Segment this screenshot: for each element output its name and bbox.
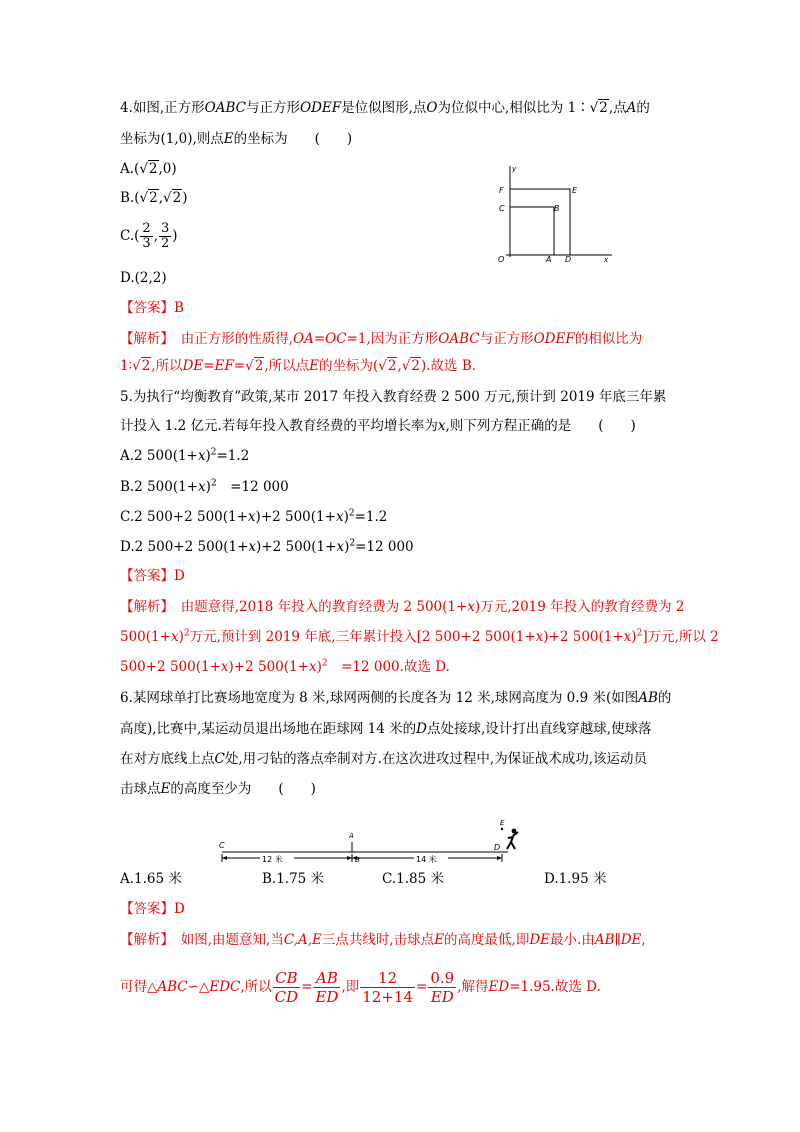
q4-analysis-line-2: 1∶√2,所以DE=EF=√2,所以点E的坐标为(√2,√2).故选 B.	[120, 358, 477, 374]
player-icon	[507, 829, 518, 849]
q4-stem-line-2	[120, 129, 352, 149]
q4-option-a: A.(√2,0)	[120, 161, 177, 177]
label-f: F	[499, 186, 504, 195]
math: E	[223, 131, 234, 147]
q4-stem-line-1	[120, 98, 650, 118]
arrow-right-icon	[497, 856, 502, 860]
math: OABC	[204, 100, 246, 116]
label-a: A	[546, 255, 552, 264]
q6-figure	[214, 818, 526, 870]
q6-answer: 【答案】D	[120, 901, 185, 917]
q5-option-a: A.2 $500(1+x)^2=1.2$	[120, 447, 250, 464]
text: ,点	[608, 100, 627, 116]
q5-stem-line-1: 5.为执行“均衡教育”政策,某市 2017 年投入教育经费 2 500 万元,预计到 2019 年底三年累	[120, 389, 667, 405]
q5-option-c: C.2 500+2 500(1+x)+2 $500(1+x)^2=1.2$	[120, 508, 388, 525]
q6-option-d: D.1.95 米	[544, 871, 607, 887]
label-o: O	[498, 255, 505, 264]
square-odef	[510, 189, 570, 255]
label-c: C	[219, 841, 225, 850]
y-label: y	[512, 165, 517, 173]
text: 与正方形	[246, 100, 300, 116]
arrow-left-icon	[222, 856, 227, 860]
arrow-right-icon	[347, 856, 352, 860]
point-e	[501, 828, 503, 830]
label-d: D	[494, 843, 501, 852]
label-d: D	[565, 255, 572, 264]
fraction: $\frac{12}{12+14}$	[362, 969, 414, 1006]
x-label: x	[604, 256, 609, 264]
label-e: E	[500, 819, 505, 827]
q4-answer: 【答案】B	[120, 300, 184, 316]
text: 的坐标为 ( )	[233, 131, 353, 147]
q6-option-b: B.1.75 米	[262, 871, 325, 887]
sqrt: √2	[589, 100, 608, 116]
q6-analysis-line-1: 【解析】 如图,由题意知,当C,A,E三点共线时,击球点E的高度最低,即DE最小.由AB∥DE,	[120, 932, 646, 948]
label-e: E	[572, 186, 578, 195]
q5-option-d: D.2 500+2 500(1+x)+2 $500(1+x)^2=12$ 000	[120, 538, 414, 555]
q6-option-c: C.1.85 米	[382, 871, 444, 887]
q5-analysis-line-1: 【解析】 由题意得,2018 年投入的教育经费为 2 500(1+x)万元,2019 年投入的教育经费为 2	[120, 599, 685, 615]
q6-stem-line-1: 6.某网球单打比赛场地宽度为 8 米,球网两侧的长度各为 12 米,球网高度为 0.9 米(如图AB的	[120, 690, 672, 706]
q4-option-d: D.(2,2)	[120, 270, 167, 286]
fraction: $\frac{AB}{ED}$	[315, 969, 339, 1006]
q6-stem-line-2: 高度),比赛中,某运动员退出场地在距球网 14 米的D点处接球,设计打出直线穿越球,使球落	[120, 721, 652, 737]
dist-label-12: 12 米	[262, 855, 283, 864]
math: ODEF	[300, 100, 342, 116]
label-a: A	[349, 832, 354, 840]
q6-stem-line-3: 在对方底线上点C处,用刁钻的落点牵制对方.在这次进攻过程中,为保证战术成功,该运动员	[120, 751, 648, 767]
square-oabc	[510, 207, 554, 255]
q4-option-b: B.(√2,√2)	[120, 190, 188, 206]
text: 是位似图形,点	[341, 100, 427, 116]
q4-analysis-line-1: 【解析】 由正方形的性质得,OA=OC=1,因为正方形OABC与正方形ODEF的相似比为	[120, 331, 643, 347]
math: A	[626, 100, 637, 116]
q6-analysis-line-2: 可得△ABC∽△EDC,所以 $\frac{CB}{CD}$ = $\frac{AB}{ED}$ ,即 $\frac{12}{12+14}$ = $\frac{0.9}{ED}$ ,解得ED=1.95.故选 D.	[120, 969, 601, 1006]
q4-figure	[494, 160, 614, 264]
q6-stem-line-4: 击球点E的高度至少为 ( )	[120, 781, 316, 797]
label-b: B	[355, 856, 360, 864]
q6-option-a: A.1.65 米	[120, 871, 182, 887]
q5-option-b: B.2 $500(1+x)^2$ =12 000	[120, 478, 289, 495]
dist-label-14: 14 米	[416, 855, 437, 864]
text: 坐标为(1,0),则点	[120, 131, 224, 147]
fraction: $\frac{CB}{CD}$	[274, 969, 299, 1006]
math: O	[426, 100, 438, 116]
q5-analysis-line-2: $500(1+x)^2$万元,预计到 2019 年底,三年累计投入[2 500+2 500(1+x)+2 $500(1+x)^2$]万元,所以 2	[120, 628, 719, 645]
text: 的	[636, 100, 650, 116]
text: 4.如图,正方形	[120, 100, 205, 116]
text: 为位似中心,相似比为 1∶	[437, 100, 590, 116]
q5-answer: 【答案】D	[120, 568, 185, 584]
q4-option-c: C.( $\frac{2}{3}$ , $\frac{3}{2}$ )	[120, 221, 178, 251]
label-b: B	[554, 204, 560, 213]
q5-analysis-line-3: 500+2 500(1+x)+2 $500(1+x)^2$ =12 000.故选 D.	[120, 658, 450, 675]
label-c: C	[499, 204, 505, 213]
q5-stem-line-2: 计投入 1.2 亿元.若每年投入教育经费的平均增长率为x,则下列方程正确的是 ( )	[120, 418, 636, 434]
fraction: $\frac{0.9}{ED}$	[430, 969, 455, 1006]
